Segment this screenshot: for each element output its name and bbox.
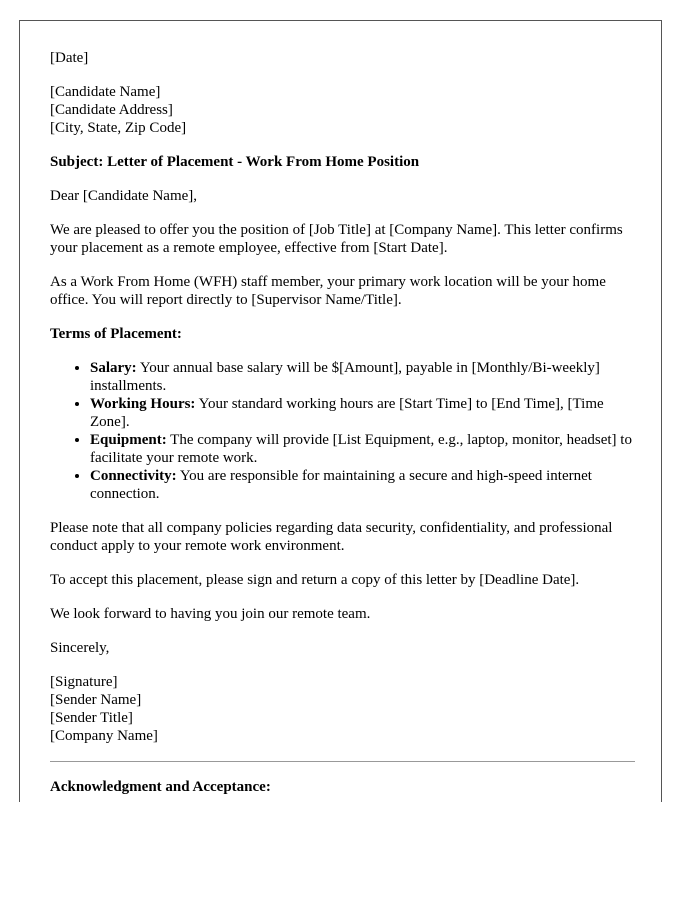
sender-title: [Sender Title] <box>50 710 133 726</box>
section-divider <box>50 761 635 762</box>
term-label: Salary: <box>90 360 137 376</box>
term-text: The company will provide [List Equipment, e.g., laptop, monitor, headset] to facilitate your remote work. <box>90 432 632 466</box>
acknowledgment-heading: Acknowledgment and Acceptance: <box>50 779 271 795</box>
sender-company: [Company Name] <box>50 728 158 744</box>
acceptance-instructions: To accept this placement, please sign and return a copy of this letter by [Deadline Date]. <box>50 572 580 588</box>
term-equipment <box>90 431 635 467</box>
term-text: Your annual base salary will be $[Amount], payable in [Monthly/Bi-weekly] installments. <box>90 360 600 394</box>
term-salary <box>90 359 635 395</box>
sender-signature: [Signature] <box>50 674 118 690</box>
letter-closing: Sincerely, <box>50 640 110 656</box>
recipient-name: [Candidate Name] <box>50 84 161 100</box>
wfh-paragraph: As a Work From Home (WFH) staff member, your primary work location will be your home office. You will report directly to [Supervisor Name/Title]. <box>50 274 606 308</box>
offer-paragraph: We are pleased to offer you the position of [Job Title] at [Company Name]. This letter confirms your placement as a remote employee, effective from [Start Date]. <box>50 222 623 256</box>
terms-list <box>50 359 635 503</box>
terms-heading: Terms of Placement: <box>50 326 182 342</box>
letter-date: [Date] <box>50 50 89 66</box>
recipient-city: [City, State, Zip Code] <box>50 120 187 136</box>
term-text: Your standard working hours are [Start Time] to [End Time], [Time Zone]. <box>90 396 604 430</box>
term-label: Working Hours: <box>90 396 196 412</box>
letter-page <box>19 20 662 802</box>
term-label: Connectivity: <box>90 468 177 484</box>
sender-name: [Sender Name] <box>50 692 142 708</box>
letter-subject: Subject: Letter of Placement - Work From Home Position <box>50 154 420 170</box>
recipient-address: [Candidate Address] <box>50 102 173 118</box>
term-label: Equipment: <box>90 432 167 448</box>
term-working-hours <box>90 395 635 431</box>
policy-paragraph: Please note that all company policies regarding data security, confidentiality, and professional conduct apply to your remote work environment. <box>50 520 613 554</box>
letter-body <box>50 49 635 802</box>
letter-salutation: Dear [Candidate Name], <box>50 188 198 204</box>
recipient-address-block <box>50 83 635 137</box>
sender-block <box>50 673 635 745</box>
welcome-paragraph: We look forward to having you join our remote team. <box>50 606 371 622</box>
term-text: You are responsible for maintaining a secure and high-speed internet connection. <box>90 468 592 502</box>
term-connectivity <box>90 467 635 503</box>
